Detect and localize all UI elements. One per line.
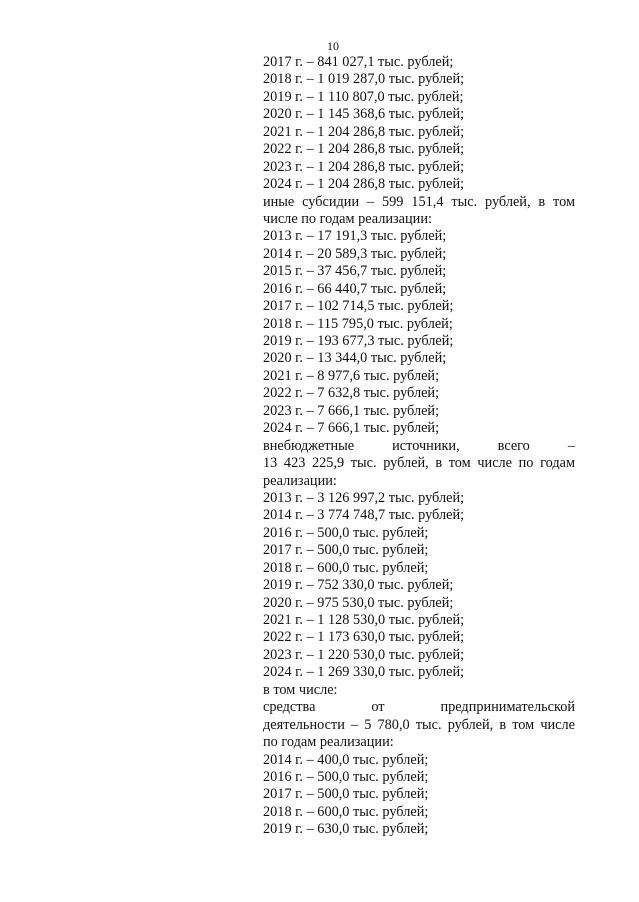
text-line: иные субсидии – 599 151,4 тыс. рублей, в том (263, 193, 575, 210)
text-line: 2024 г. – 7 666,1 тыс. рублей; (263, 420, 440, 437)
text-line: 2017 г. – 102 714,5 тыс. рублей; (263, 298, 454, 315)
text-line: 2015 г. – 37 456,7 тыс. рублей; (263, 263, 447, 280)
text-line: 2013 г. – 3 126 997,2 тыс. рублей; (263, 489, 465, 506)
text-line: 2017 г. – 500,0 тыс. рублей; (263, 542, 429, 559)
text-line: 2019 г. – 1 110 807,0 тыс. рублей; (263, 88, 464, 105)
text-line: 2018 г. – 600,0 тыс. рублей; (263, 559, 429, 576)
text-line: 2023 г. – 1 220 530,0 тыс. рублей; (263, 646, 465, 663)
text-line: 2023 г. – 1 204 286,8 тыс. рублей; (263, 158, 465, 175)
text-line: 2021 г. – 1 204 286,8 тыс. рублей; (263, 123, 465, 140)
text-line: 2020 г. – 13 344,0 тыс. рублей; (263, 350, 447, 367)
text-line: 2014 г. – 20 589,3 тыс. рублей; (263, 245, 447, 262)
text-line: 2019 г. – 193 677,3 тыс. рублей; (263, 333, 454, 349)
text-line: внебюджетные источники, всего – (263, 437, 575, 454)
text-line: 2014 г. – 400,0 тыс. рублей; (263, 751, 429, 768)
text-line: 2017 г. – 500,0 тыс. рублей; (263, 786, 429, 803)
text-line: 2021 г. – 1 128 530,0 тыс. рублей; (263, 612, 465, 628)
text-line: 2018 г. – 1 019 287,0 тыс. рублей; (263, 71, 465, 88)
text-line: 2016 г. – 66 440,7 тыс. рублей; (263, 280, 447, 297)
page-number: 10 (327, 39, 339, 53)
text-line: средства от предпринимательской (263, 699, 575, 716)
text-line: 2019 г. – 752 330,0 тыс. рублей; (263, 577, 454, 594)
text-line: 2020 г. – 975 530,0 тыс. рублей; (263, 594, 454, 611)
text-line: 13 423 225,9 тыс. рублей, в том числе по годам (263, 455, 575, 472)
text-line: числе по годам реализации: (263, 210, 432, 227)
text-line: 2018 г. – 115 795,0 тыс. рублей; (263, 315, 453, 332)
text-line: 2017 г. – 841 027,1 тыс. рублей; (263, 54, 454, 70)
text-line: 2019 г. – 630,0 тыс. рублей; (263, 821, 429, 838)
text-line: 2020 г. – 1 145 368,6 тыс. рублей; (263, 106, 465, 123)
text-line: в том числе: (263, 681, 338, 698)
text-line: 2021 г. – 8 977,6 тыс. рублей; (263, 367, 440, 384)
text-line: 2022 г. – 1 204 286,8 тыс. рублей; (263, 141, 465, 158)
text-line: 2024 г. – 1 269 330,0 тыс. рублей; (263, 664, 465, 681)
text-line: 2018 г. – 600,0 тыс. рублей; (263, 803, 429, 820)
text-line: 2014 г. – 3 774 748,7 тыс. рублей; (263, 507, 465, 524)
text-line: по годам реализации: (263, 734, 394, 751)
text-line: деятельности – 5 780,0 тыс. рублей, в том числе (263, 716, 575, 733)
text-line: 2023 г. – 7 666,1 тыс. рублей; (263, 402, 440, 419)
funding-text-block (263, 54, 575, 839)
text-line: 2013 г. – 17 191,3 тыс. рублей; (263, 228, 447, 245)
text-line: 2022 г. – 1 173 630,0 тыс. рублей; (263, 629, 465, 646)
text-line: 2022 г. – 7 632,8 тыс. рублей; (263, 385, 440, 402)
text-line: 2024 г. – 1 204 286,8 тыс. рублей; (263, 176, 465, 193)
text-line: реализации: (263, 472, 337, 489)
text-line: 2016 г. – 500,0 тыс. рублей; (263, 524, 429, 541)
text-line: 2016 г. – 500,0 тыс. рублей; (263, 768, 429, 785)
